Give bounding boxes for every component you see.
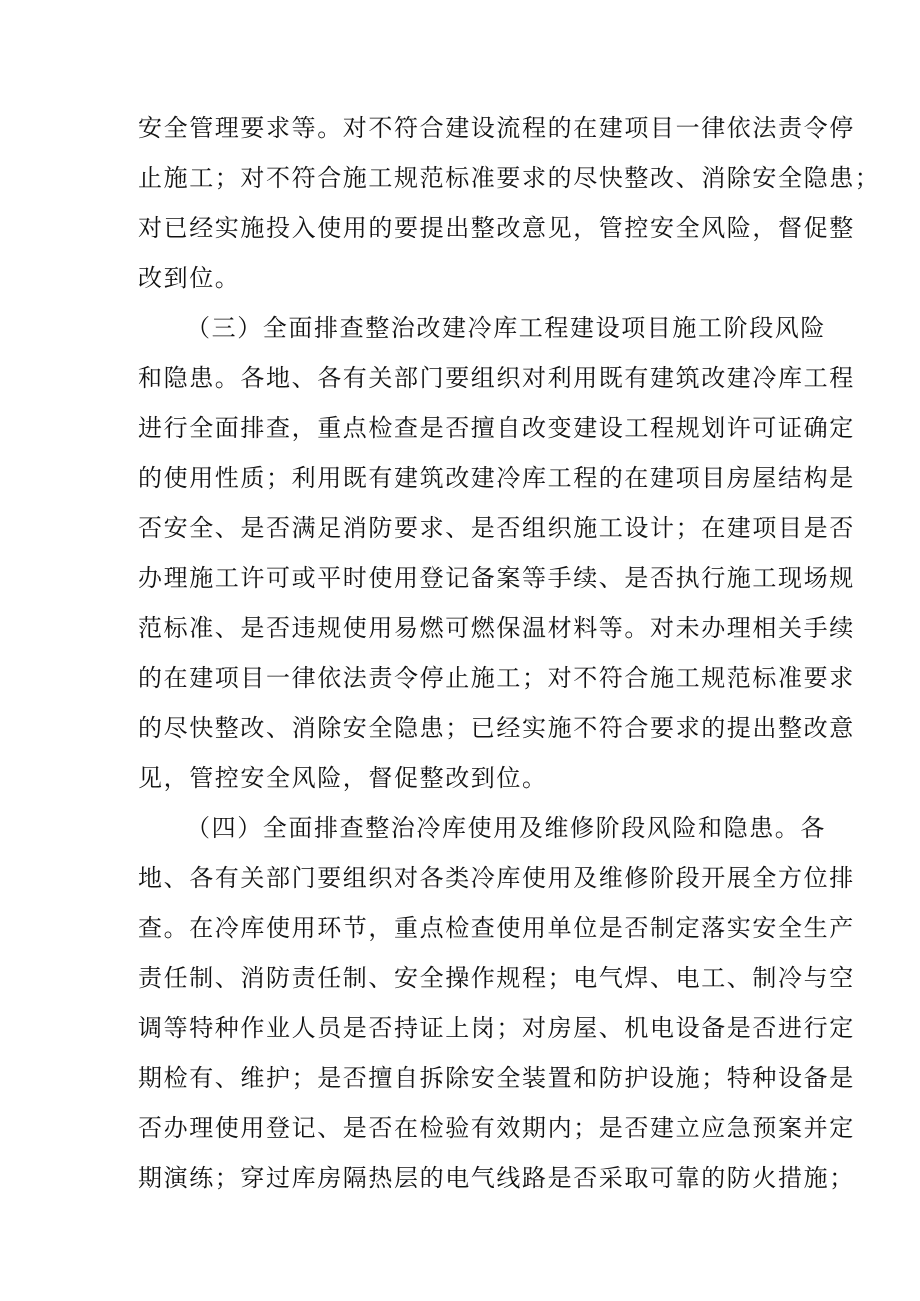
paragraph-line: 进行全面排查，重点检查是否擅自改变建设工程规划许可证确定 bbox=[138, 414, 855, 442]
paragraph-line: 和隐患。各地、各有关部门要组织对利用既有建筑改建冷库工程 bbox=[138, 364, 855, 392]
paragraph-line: 调等特种作业人员是否持证上岗；对房屋、机电设备是否进行定 bbox=[138, 1014, 855, 1042]
paragraph-line: 否安全、是否满足消防要求、是否组织施工设计；在建项目是否 bbox=[138, 514, 855, 542]
paragraph-line: 止施工；对不符合施工规范标准要求的尽快整改、消除安全隐患； bbox=[138, 164, 881, 192]
paragraph-line: 地、各有关部门要组织对各类冷库使用及维修阶段开展全方位排 bbox=[138, 864, 855, 892]
paragraph-line: 的在建项目一律依法责令停止施工；对不符合施工规范标准要求 bbox=[138, 664, 855, 692]
section-heading-3: （三）全面排查整治改建冷库工程建设项目施工阶段风险 bbox=[186, 314, 826, 342]
paragraph-line: 见，管控安全风险，督促整改到位。 bbox=[138, 764, 548, 792]
paragraph-line: 范标准、是否违规使用易燃可燃保温材料等。对未办理相关手续 bbox=[138, 614, 855, 642]
paragraph-line: 办理施工许可或平时使用登记备案等手续、是否执行施工现场规 bbox=[138, 564, 855, 592]
section-heading-4: （四）全面排查整治冷库使用及维修阶段风险和隐患。各 bbox=[186, 814, 826, 842]
paragraph-line: 否办理使用登记、是否在检验有效期内；是否建立应急预案并定 bbox=[138, 1114, 855, 1142]
paragraph-line: 查。在冷库使用环节，重点检查使用单位是否制定落实安全生产 bbox=[138, 914, 855, 942]
paragraph-line: 的尽快整改、消除安全隐患；已经实施不符合要求的提出整改意 bbox=[138, 714, 855, 742]
paragraph-line: 责任制、消防责任制、安全操作规程；电气焊、电工、制冷与空 bbox=[138, 964, 855, 992]
paragraph-line: 期检有、维护；是否擅自拆除安全装置和防护设施；特种设备是 bbox=[138, 1064, 855, 1092]
paragraph-line: 期演练；穿过库房隔热层的电气线路是否采取可靠的防火措施； bbox=[138, 1164, 855, 1192]
paragraph-line: 对已经实施投入使用的要提出整改意见，管控安全风险，督促整 bbox=[138, 214, 855, 242]
paragraph-line: 的使用性质；利用既有建筑改建冷库工程的在建项目房屋结构是 bbox=[138, 464, 855, 492]
paragraph-line: 安全管理要求等。对不符合建设流程的在建项目一律依法责令停 bbox=[138, 114, 855, 142]
paragraph-line: 改到位。 bbox=[138, 264, 241, 292]
